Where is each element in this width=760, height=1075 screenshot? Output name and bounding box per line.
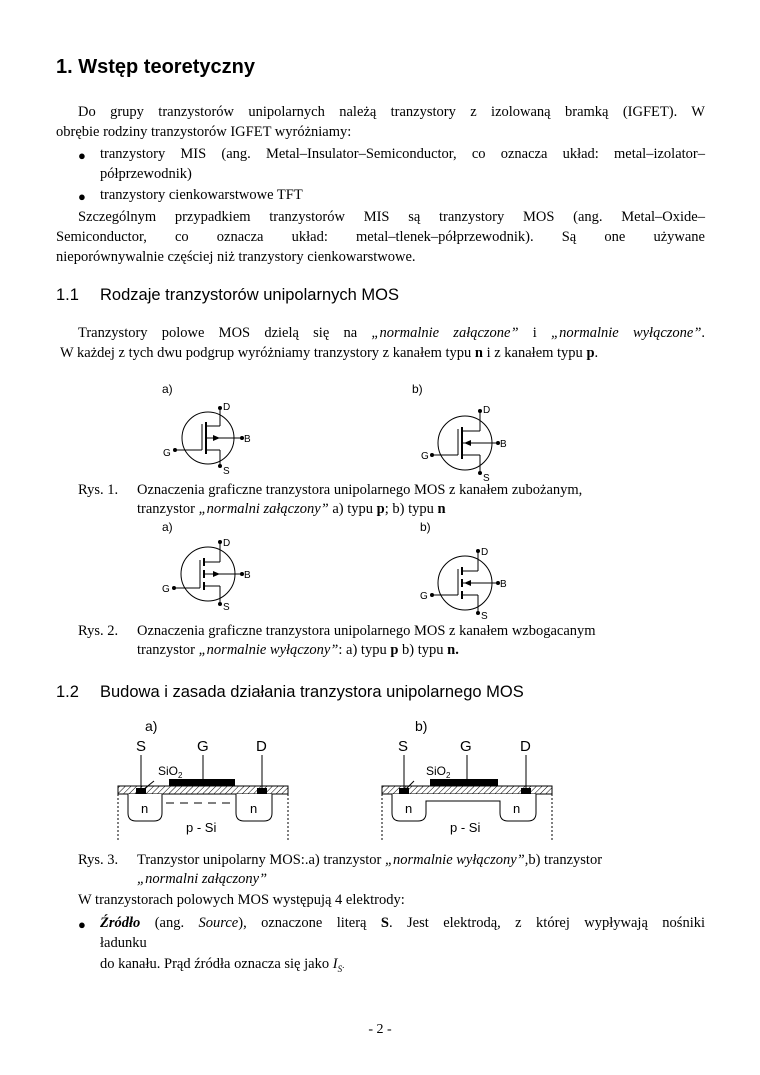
drain-label: D xyxy=(520,738,531,755)
bullet-text: tranzystory MIS (ang. Metal–Insulator–Semiconductor, co oznacza układ: metal–izolator– xyxy=(100,146,705,162)
terminal-s-label: S xyxy=(481,611,488,622)
terminal-g-label: G xyxy=(421,451,429,462)
mosfet-symbol-enhancement-p xyxy=(162,536,262,616)
figure-label-a: a) xyxy=(162,520,173,534)
source-label: S xyxy=(136,738,147,755)
mos-cross-section-enhancement xyxy=(114,735,294,845)
figure-caption: „normalni załączony” xyxy=(137,871,268,887)
bullet-text: tranzystory cienkowarstwowe TFT xyxy=(100,187,303,203)
paragraph-line: obrębie rodziny tranzystorów IGFET wyróżniamy: xyxy=(56,124,352,140)
paragraph-line: nieporównywalnie częściej niż tranzystory cienkowarstwowe. xyxy=(56,249,416,265)
substrate-label: p - Si xyxy=(186,820,217,835)
figure-caption: tranzystor „normalnie wyłączony”: a) typu p b) typu n. xyxy=(137,642,459,658)
gate-label: G xyxy=(197,738,209,755)
figure-caption: Oznaczenia graficzne tranzystora unipolarnego MOS z kanałem zubożanym, xyxy=(137,482,583,498)
terminal-s-label: S xyxy=(223,602,230,613)
subsection-title: Budowa i zasada działania tranzystora unipolarnego MOS xyxy=(100,683,524,701)
bullet-dot-icon: ● xyxy=(78,189,86,204)
terminal-d-label: D xyxy=(481,547,489,558)
terminal-b-label: B xyxy=(244,570,251,581)
oxide-label: SiO$_2$ xyxy=(426,764,451,780)
paragraph-line: Do grupy tranzystorów unipolarnych należą tranzystory z izolowaną bramką (IGFET). W xyxy=(78,104,705,120)
substrate-label: p - Si xyxy=(450,820,481,835)
figure-label-a: a) xyxy=(162,382,173,396)
subsection-title: Rodzaje tranzystorów unipolarnych MOS xyxy=(100,286,399,304)
figure-label-b: b) xyxy=(415,718,428,734)
figure-label-b: b) xyxy=(420,520,431,534)
figure-caption: Oznaczenia graficzne tranzystora unipolarnego MOS z kanałem wzbogacanym xyxy=(137,623,596,639)
bullet-dot-icon: ● xyxy=(78,917,86,932)
n-region-label: n xyxy=(513,801,521,816)
terminal-g-label: G xyxy=(162,584,170,595)
figure-caption: Tranzystor unipolarny MOS:.a) tranzystor „normalnie wyłączony”,b) tranzystor xyxy=(137,852,603,868)
subsection-number: 1.1 xyxy=(56,286,79,304)
bullet-text: Źródło (ang. Source), oznaczone literą S. Jest elektrodą, z której wypływają nośniki xyxy=(100,915,706,931)
figure-caption-number: Rys. 2. xyxy=(78,623,119,639)
terminal-b-label: B xyxy=(500,439,507,450)
terminal-g-label: G xyxy=(163,448,171,459)
terminal-d-label: D xyxy=(223,538,231,549)
paragraph-line: W każdej z tych dwu podgrup wyróżniamy tranzystory z kanałem typu n i z kanałem typu p. xyxy=(60,345,599,361)
terminal-g-label: G xyxy=(420,591,428,602)
mosfet-symbol-depletion-p xyxy=(160,398,260,478)
n-region-label: n xyxy=(405,801,413,816)
n-region-label: n xyxy=(141,801,149,816)
paragraph-line: Tranzystory polowe MOS dzielą się na „normalnie załączone” i „normalnie wyłączone”. xyxy=(78,325,706,341)
terminal-s-label: S xyxy=(483,473,490,484)
page-number: - 2 - xyxy=(368,1022,392,1037)
bullet-text: do kanału. Prąd źródła oznacza się jako $I_S$. xyxy=(100,956,345,974)
figure-caption: tranzystor „normalni załączony” a) typu p; b) typu n xyxy=(137,501,446,517)
terminal-d-label: D xyxy=(223,402,231,413)
bullet-dot-icon: ● xyxy=(78,148,86,163)
terminal-b-label: B xyxy=(244,434,251,445)
bullet-text: półprzewodnik) xyxy=(100,166,192,182)
subsection-number: 1.2 xyxy=(56,683,79,701)
bullet-text: ładunku xyxy=(100,935,147,951)
mosfet-symbol-enhancement-n xyxy=(420,545,520,625)
terminal-s-label: S xyxy=(223,466,230,477)
mos-cross-section-depletion xyxy=(378,735,558,845)
figure-caption-number: Rys. 1. xyxy=(78,482,119,498)
gate-label: G xyxy=(460,738,472,755)
paragraph-line: W tranzystorach polowych MOS występują 4 elektrody: xyxy=(78,892,405,908)
drain-label: D xyxy=(256,738,267,755)
mosfet-symbol-depletion-n xyxy=(420,403,520,483)
figure-caption-number: Rys. 3. xyxy=(78,852,119,868)
oxide-label: SiO$_2$ xyxy=(158,764,183,780)
terminal-d-label: D xyxy=(483,405,491,416)
n-region-label: n xyxy=(250,801,258,816)
paragraph-line: Semiconductor, co oznacza układ: metal–tlenek–półprzewodnik). Są one używane xyxy=(56,229,705,245)
paragraph-line: Szczególnym przypadkiem tranzystorów MIS są tranzystory MOS (ang. Metal–Oxide– xyxy=(78,209,705,225)
source-label: S xyxy=(398,738,409,755)
terminal-b-label: B xyxy=(500,579,507,590)
figure-label-b: b) xyxy=(412,382,423,396)
section-title: 1. Wstęp teoretyczny xyxy=(56,56,255,78)
figure-label-a: a) xyxy=(145,718,158,734)
